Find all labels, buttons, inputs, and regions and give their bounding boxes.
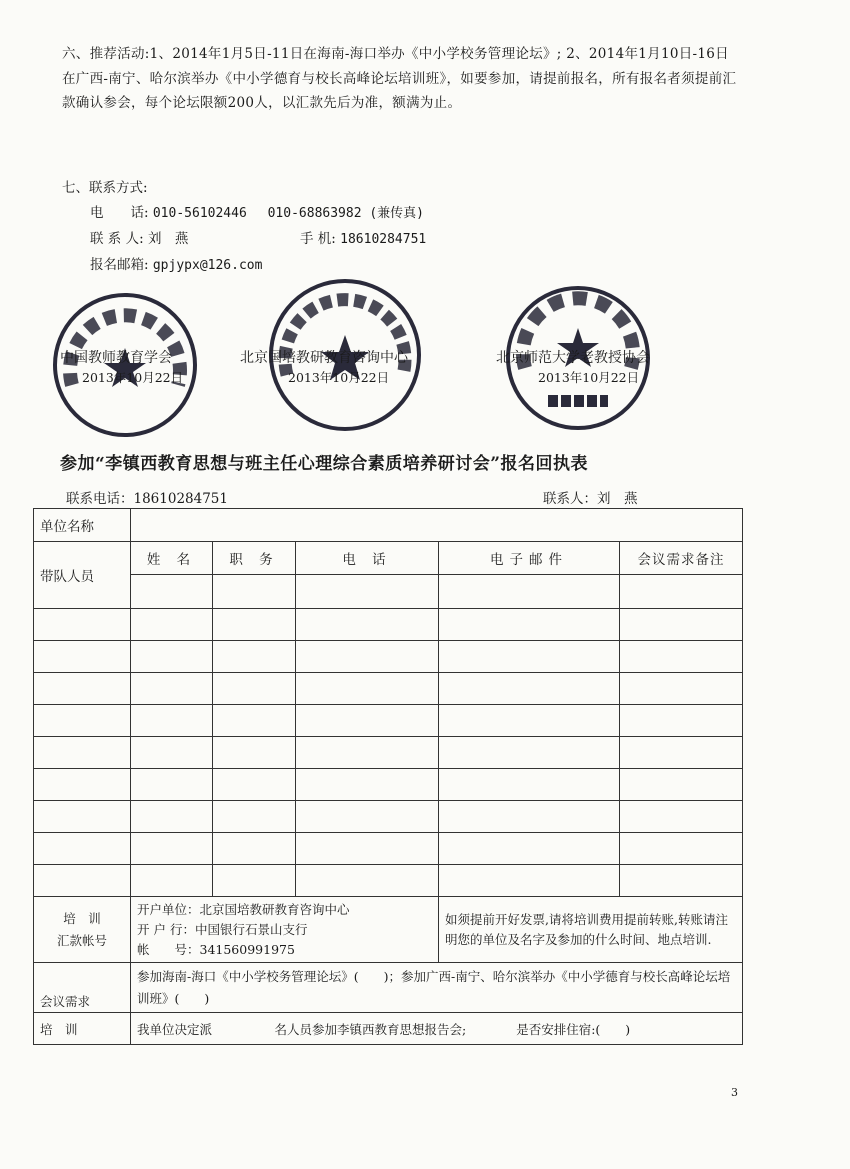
contact-label: 联 系 人: [90,231,144,247]
cell[interactable] [620,673,743,705]
col-name: 姓 名 [131,542,213,575]
cell[interactable] [620,609,743,641]
training-text[interactable]: 我单位决定派 名人员参加李镇西教育思想报告会; 是否安排住宿:( ) [131,1013,743,1045]
cell[interactable] [34,737,131,769]
cell[interactable] [213,609,296,641]
table-row [34,801,743,833]
cell[interactable] [213,769,296,801]
cell[interactable] [296,705,439,737]
cell[interactable] [131,769,213,801]
payment-label [34,897,131,963]
cell[interactable] [213,705,296,737]
payment-label-2: 汇款帐号 [56,932,107,948]
cell[interactable] [34,705,131,737]
cell[interactable] [620,641,743,673]
table-row [34,865,743,897]
cell[interactable] [296,641,439,673]
cell[interactable] [439,865,620,897]
table-row [34,575,743,609]
cell[interactable] [439,737,620,769]
cell[interactable] [34,801,131,833]
cell[interactable] [213,737,296,769]
cell[interactable] [34,833,131,865]
table-row [34,737,743,769]
cell[interactable] [620,833,743,865]
cell[interactable] [131,801,213,833]
email-row [90,253,262,273]
unit-name-field[interactable] [131,509,743,542]
phone-values: 010-56102446 010-68863982 (兼传真) [152,206,425,221]
section-6-recommended-activities: 六、推荐活动:1、2014年1月5日-11日在海南-海口举办《中小学校务管理论坛》; 2、2014年1月10日-16日在广西-南宁、哈尔滨举办《中小学德育与校长高峰论坛培训班》，如要参加，请提前报名，所有报名者须提前汇款确认参会，每个论坛限额200人，以汇款先后为准，额满为止。 [62,46,737,111]
meeting-text[interactable]: 参加海南-海口《中小学校务管理论坛》( )；参加广西-南宁、哈尔滨举办《中小学德育与校长高峰论坛培训班》( ) [131,963,743,1013]
cell[interactable] [296,833,439,865]
cell[interactable] [620,865,743,897]
meeting-label: 会议需求 [34,963,131,1013]
cell[interactable] [296,609,439,641]
account-number: 帐 号：341560991975 [137,941,295,957]
org-date-2: 2013年10月22日 [288,370,390,385]
org-date-3: 2013年10月22日 [538,370,640,385]
cell[interactable] [213,575,296,609]
unit-name-label: 单位名称 [34,509,131,542]
cell[interactable] [439,801,620,833]
table-row [34,705,743,737]
phone-row [90,201,424,221]
section-7-heading: 七、联系方式: [62,180,148,196]
cell[interactable] [34,769,131,801]
cell[interactable] [296,769,439,801]
table-row [34,641,743,673]
org-name-3: 北京师范大学老教授协会 [496,350,650,366]
col-email: 电子邮件 [439,542,620,575]
cell[interactable] [296,737,439,769]
cell[interactable] [131,609,213,641]
meeting-row [34,963,743,1013]
cell[interactable] [439,575,620,609]
cell[interactable] [296,865,439,897]
table-row [34,673,743,705]
col-position: 职 务 [213,542,296,575]
cell[interactable] [620,737,743,769]
cell[interactable] [296,673,439,705]
payment-label-1: 培 训 [63,910,101,926]
col-notes: 会议需求备注 [620,542,743,575]
form-contact-phone: 联系电话：18610284751 [66,491,228,507]
form-contact-person: 联系人：刘 燕 [543,491,638,507]
payment-details [131,897,439,963]
cell[interactable] [439,833,620,865]
cell[interactable] [439,769,620,801]
table-row [34,609,743,641]
payee: 开户单位：北京国培教研教育咨询中心 [137,901,350,917]
org-date-1: 2013年10月22日 [82,370,184,385]
payment-note: 如须提前开好发票,请将培训费用提前转账,转账请注明您的单位及名字及参加的什么时间、地点培训. [439,897,743,963]
bank: 开 户 行：中国银行石景山支行 [137,921,308,937]
contact-name: 刘 燕 [147,231,189,247]
cell[interactable] [131,865,213,897]
cell[interactable] [620,705,743,737]
training-label: 培 训 [34,1013,131,1045]
unit-name-row [34,509,743,542]
page-number: 3 [731,1086,738,1099]
cell[interactable] [131,575,213,609]
payment-row [34,897,743,963]
form-title: 参加“李镇西教育思想与班主任心理综合素质培养研讨会”报名回执表 [60,454,589,474]
email-value: gpjypx@126.com [152,258,263,273]
cell[interactable] [213,673,296,705]
cell[interactable] [296,575,439,609]
cell[interactable] [34,609,131,641]
org-name-1: 中国教师教育学会 [60,350,172,366]
email-label: 报名邮箱: [90,257,149,273]
cell[interactable] [620,801,743,833]
table-row [34,833,743,865]
mobile-value: 18610284751 [340,232,427,247]
cell[interactable] [439,641,620,673]
cell[interactable] [131,641,213,673]
training-row [34,1013,743,1045]
cell[interactable] [131,705,213,737]
cell[interactable] [34,865,131,897]
cell[interactable] [131,833,213,865]
registration-form [33,508,743,1045]
phone-label: 电 话: [90,205,149,221]
cell[interactable] [131,737,213,769]
cell[interactable] [213,865,296,897]
cell[interactable] [439,609,620,641]
cell[interactable] [213,801,296,833]
table-row [34,769,743,801]
cell[interactable] [620,575,743,609]
contact-row [90,227,188,247]
cell[interactable] [296,801,439,833]
mobile-row [300,227,426,247]
cell[interactable] [213,833,296,865]
team-label: 带队人员 [34,542,131,609]
cell[interactable] [213,641,296,673]
org-name-2: 北京国培教研教育咨询中心 [240,350,408,366]
cell[interactable] [131,673,213,705]
mobile-label: 手 机: [300,231,336,247]
team-header-row [34,542,743,575]
cell[interactable] [34,641,131,673]
cell[interactable] [620,769,743,801]
cell[interactable] [439,705,620,737]
cell[interactable] [439,673,620,705]
cell[interactable] [34,673,131,705]
col-phone: 电 话 [296,542,439,575]
